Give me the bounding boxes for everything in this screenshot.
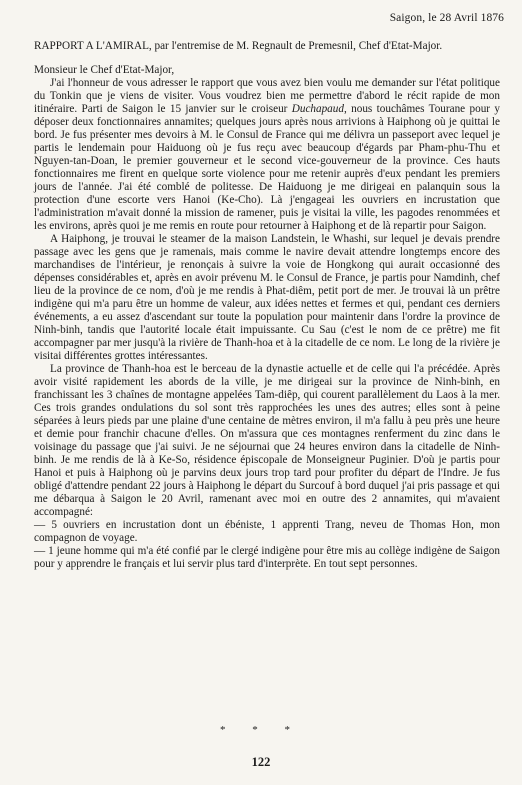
paragraph-thanh-hoa: La province de Thanh-hoa est le berceau de la dynastie actuelle et de celle qui l'a précédée. Après avoir visité rapidement les abords de la ville, je me dirigeai sur la province de Ninh-binh, en franchissant les 3 chaînes de montagne appelées Tam-diêp, qui courent parallèlement du Laos à la mer. Ces trois grandes ondulations du sol sont très rapprochées les unes des autres; elles sont à peine séparées à leurs pieds par une plaine d'une centaine de mètres environ, il m'a fallu à peu près une heure et demie pour franchir chacune d'elles. On m'assura que ces montagnes renferment du zinc dans le voisinage du passage que j'ai suivi. Je ne séjournai que 24 heures environ dans la citadelle de Ninh-binh. Je me rendis de là à Ke-So, résidence épiscopale de Monseigneur Puginier. D'où je partis pour Hanoi et puis à Haiphong où je parvins deux jours trop tard pour profiter du départ de l'Indre. Je fus obligé d'attendre pendant 22 jours à Haiphong le départ du Surcouf à bord duquel j'ai pris passage et qui me débarqua à Saigon le 20 Avril, ramenant avec moi en outre des 2 annamites, qui m'avaient accompagné: <box>34 363 500 518</box>
page-number: 122 <box>251 755 271 769</box>
salutation: Monsieur le Chef d'Etat-Major, <box>34 64 175 76</box>
list-item-workers: — 5 ouvriers en incrustation dont un ébéniste, 1 apprenti Trang, neveu de Thomas Hon, mon compagnon de voyage. <box>34 519 500 544</box>
ship-name: Duchapaud <box>291 103 344 115</box>
section-separator: * * * <box>220 724 302 736</box>
letter-body <box>34 40 500 571</box>
paragraph-itinerary <box>34 77 500 233</box>
paragraph-itinerary-rest: , nous touchâmes Tourane pour y déposer deux fonctionnaires annamites; quelques jours après nous arrivions à Haiphong où je quittai le bord. Je fus présenter mes devoirs à M. le Consul de France qui me délivra un passeport avec lequel je partis le lendemain pour Haiduong où je fus reçu avec beaucoup d'égards par Pham-phu-Thu et Nguyen-tan-Doan, le premier gouverneur et le second vice-gouverneur de la province. Ces hauts fonctionnaires me firent en quelque sorte violence pour me retenir auprès d'eux pendant les premiers jours de l'année. J'ai été comblé de politesse. De Haiduong je me dirigeai en palanquin sous la protection d'une escorte vers Hanoi (Ke-Cho). Là j'engageai les ouvriers en incrustation que l'administration m'avait donné la mission de ramener, puis je visitai la ville, les pagodes renommées et les environs, après quoi je me remis en route pour retourner à Haiphong et de là repartir pour Saigon. <box>34 103 500 232</box>
list-item-young-man: — 1 jeune homme qui m'a été confié par le clergé indigène pour être mis au collège indigène de Saigon pour y apprendre le français et lui servir plus tard d'interprète. En tout sept personnes. <box>34 545 500 570</box>
paragraph-haiphong: A Haiphong, je trouvai le steamer de la maison Landstein, le Whashi, sur lequel je devais prendre passage avec les gens que je ramenais, mais comme le navire devait attendre longtemps encore des marchandises de l'intérieur, je renonçais à suivre la voie de Hongkong qui aurait occasionné des dépenses considérables et, après en avoir prévenu M. le Consul de France, je partis pour Namdinh, chef lieu de la province de ce nom, d'où je me rendis à Phat-diêm, petit port de mer. Je trouvai là un prêtre indigène qui m'a paru être un homme de valeur, aux idées nettes et fermes et qui, pendant ces derniers événements, a eu assez d'ascendant sur toute la population pour maintenir dans l'ordre la province de Ninh-binh, tandis que l'autorité locale était impuissante. Cu Sau (c'est le nom de ce prêtre) me fit accompagner par mer jusqu'à la rivière de Thanh-hoa et à la citadelle de ce nom. Le long de la rivière je visitai différentes grottes intéressantes. <box>34 233 500 362</box>
paragraph-itinerary-start: J'ai l'honneur de vous adresser le rapport que vous avez bien voulu me demander sur l'état politique du Tonkin que je viens de visiter. Vous voudrez bien me permettre d'abord le récit rapide de mon itinéraire. Parti de Saigon le 15 janvier sur le croiseur <box>34 77 500 115</box>
report-heading: RAPPORT A L'AMIRAL, par l'entremise de M. Regnault de Premesnil, Chef d'Etat-Major. <box>34 40 443 52</box>
dateline: Saigon, le 28 Avril 1876 <box>389 12 504 24</box>
